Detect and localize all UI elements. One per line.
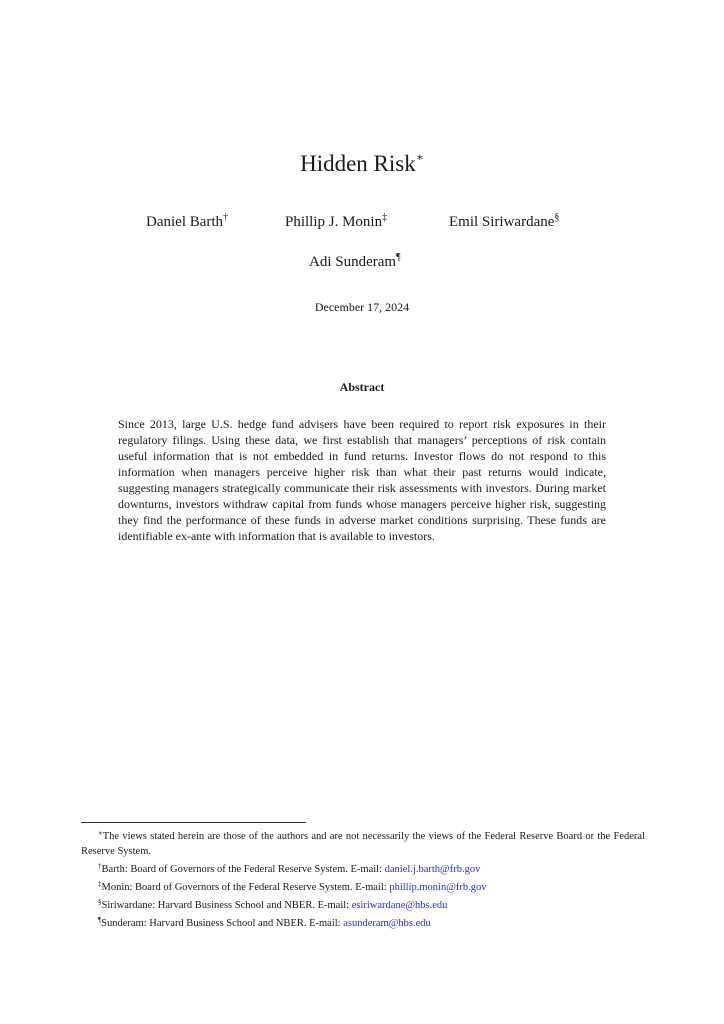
paper-title (0, 150, 724, 177)
author-name: Daniel Barth (146, 214, 224, 230)
footnote (81, 895, 645, 913)
footnote-text: Siriwardane: Harvard Business School and NBER. E-mail: (101, 900, 352, 911)
footnote-mark: § (98, 898, 102, 906)
author-footnote-mark: ‡ (382, 212, 388, 223)
footnote-mark: † (98, 862, 102, 870)
email-link[interactable]: asunderam@hbs.edu (343, 918, 431, 929)
author (146, 212, 228, 231)
footnote-mark: ‡ (98, 880, 102, 888)
footnote-mark: ∗ (98, 829, 103, 837)
footnote-divider (81, 822, 306, 823)
footnote-text: Sunderam: Harvard Business School and NBER. E-mail: (101, 918, 344, 929)
email-link[interactable]: daniel.j.barth@frb.gov (384, 864, 481, 875)
footnote-text: Monin: Board of Governors of the Federal Reserve System. E-mail: (101, 882, 390, 893)
abstract-text: Since 2013, large U.S. hedge fund advisers have been required to report risk exposures in their regulatory filings. Using these data, we first establish that managers’ perceptions of risk contain useful information that is not embedded in fund returns. Investor flows do not respond to this information when managers perceive higher risk than what their past returns would indicate, suggesting managers strategically communicate their risk assessments with investors. During market downturns, investors withdraw capital from funds whose managers perceive higher risk, suggesting they find the performance of these funds in adverse market conditions surprising. These funds are identifiable ex-ante with information that is available to investors. (118, 417, 606, 543)
author-name: Phillip J. Monin (285, 214, 383, 230)
title-text: Hidden Risk (300, 151, 416, 176)
author-footnote-mark: † (223, 212, 229, 223)
footnote (81, 859, 645, 877)
author-footnote-mark: ¶ (396, 252, 401, 263)
publication-date: December 17, 2024 (314, 300, 410, 314)
footnote (81, 877, 645, 895)
author-name: Adi Sunderam (309, 254, 397, 270)
footnote-mark: ¶ (98, 916, 102, 924)
title-footnote-mark: ∗ (415, 150, 424, 164)
footnote (81, 913, 645, 931)
author (449, 212, 559, 231)
author-name: Emil Siriwardane (449, 214, 555, 230)
author (309, 252, 401, 271)
footnote (81, 826, 645, 859)
abstract-heading: Abstract (339, 380, 385, 394)
footnote-text: Barth: Board of Governors of the Federal Reserve System. E-mail: (101, 864, 385, 875)
email-link[interactable]: phillip.monin@frb.gov (389, 882, 487, 893)
author-footnote-mark: § (554, 212, 560, 223)
author (285, 212, 387, 231)
email-link[interactable]: esiriwardane@hbs.edu (351, 900, 448, 911)
footnote-text: The views stated herein are those of the authors and are not necessarily the views of the Federal Reserve Board or the Federal Reserve System. (81, 831, 645, 857)
footnotes (81, 826, 645, 931)
